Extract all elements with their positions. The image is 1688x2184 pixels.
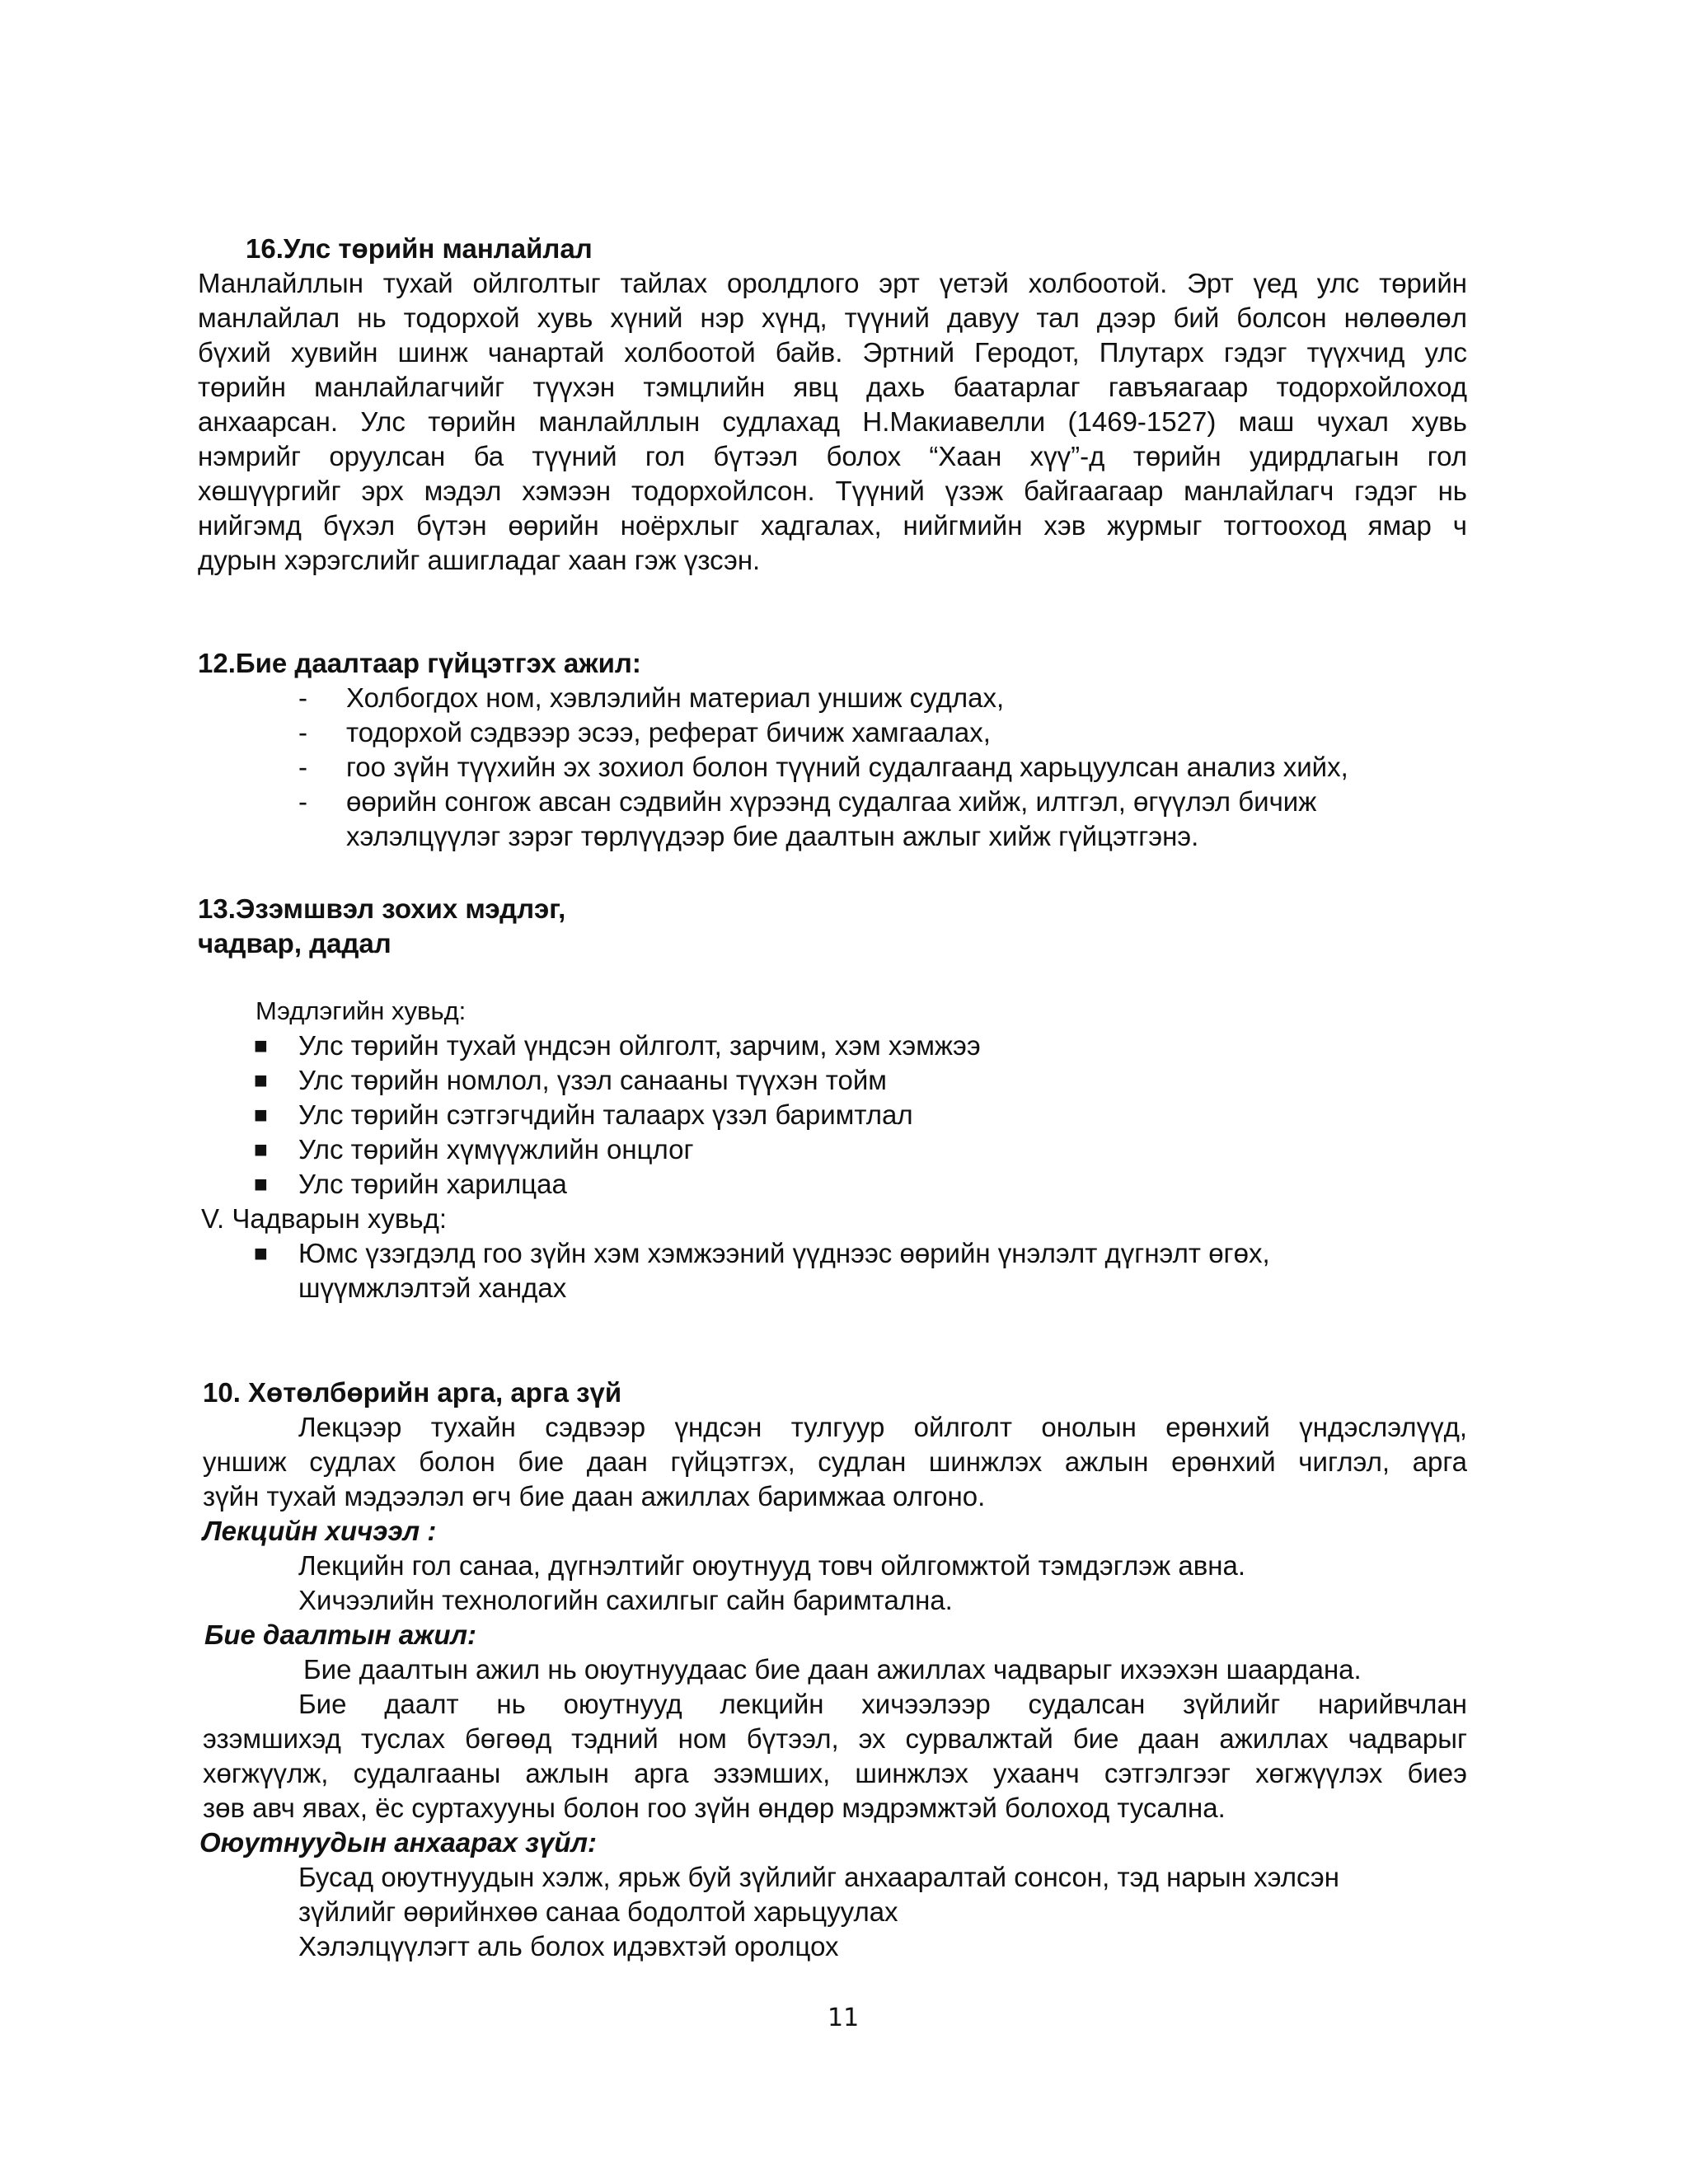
attention-label: Оюутнуудын анхаарах зүйл: [199, 1827, 598, 1858]
attention-line: Бусад оюутнуудын хэлж, ярьж буй зүйлийг анхааралтай сонсон, тэд нарын хэлсэн [298, 1862, 1339, 1892]
dash-marker: - [298, 786, 307, 817]
self-study-line: Бие даалтын ажил нь оюутнуудаас бие даан ажиллах чадварыг ихээхэн шаардана. [303, 1654, 1362, 1685]
paragraph-line: хөгжүүлж, судалгааны ажлын арга эзэмших, шинжлэх ухаанч сэтгэлгээг хөгжүүлэх биеэ [203, 1758, 1467, 1788]
paragraph-line: дурын хэрэгслийг ашигладаг хаан гэж үзсэн. [198, 545, 761, 575]
paragraph-line: зүйн тухай мэдээлэл өгч бие даан ажиллах баримжаа олгоно. [203, 1481, 986, 1511]
paragraph-line: манлайлал нь тодорхой хувь хүний нэр хүнд, түүний давуу тал дээр бий болсон нөлөөлөл [198, 302, 1467, 333]
list-item: өөрийн сонгож авсан сэдвийн хүрээнд судалгаа хийж, илтгэл, өгүүлэл бичиж [346, 786, 1317, 817]
knowledge-item: Улс төрийн номлол, үзэл санааны түүхэн тойм [298, 1065, 887, 1095]
paragraph-line: анхаарсан. Улс төрийн манлайллын судлахад Н.Макиавелли (1469-1527) маш чухал хувь [198, 406, 1467, 437]
knowledge-item: Улс төрийн сэтгэгчдийн талаарх үзэл баримтлал [298, 1099, 913, 1130]
paragraph-line: зөв авч явах, ёс суртахууны болон гоо зүйн өндөр мэдрэмжтэй болоход тусална. [203, 1793, 1226, 1823]
paragraph-line: уншиж судлах болон бие даан гүйцэтгэх, судлан шинжлэх ажлын ерөнхий чиглэл, арга [203, 1446, 1467, 1477]
knowledge-item: Улс төрийн хүмүүжлийн онцлог [298, 1134, 694, 1165]
attention-line: Хэлэлцүүлэгт аль болох идэвхтэй оролцох [298, 1931, 839, 1961]
self-study-label: Бие даалтын ажил: [204, 1619, 477, 1650]
lecture-line: Хичээлийн технологийн сахилгыг сайн баримтална. [298, 1585, 953, 1615]
paragraph-line: Лекцээр тухайн сэдвээр үндсэн тулгуур ойлголт онолын ерөнхий үндэслэлүүд, [298, 1412, 1467, 1442]
bullet-square-icon: ■ [254, 1033, 268, 1058]
attention-line: зүйлийг өөрийнхөө санаа бодолтой харьцуулах [298, 1896, 898, 1927]
knowledge-item: Улс төрийн харилцаа [298, 1169, 567, 1199]
lecture-label: Лекцийн хичээл : [203, 1516, 437, 1546]
section-13-heading-line2: чадвар, дадал [198, 928, 392, 958]
lecture-line: Лекцийн гол санаа, дүгнэлтийг оюутнууд товч ойлгомжтой тэмдэглэж авна. [298, 1550, 1245, 1581]
bullet-square-icon: ■ [254, 1137, 268, 1162]
paragraph-line: бүхий хувийн шинж чанартай холбоотой байв. Эртний Геродот, Плутарх гэдэг түүхчид улс [198, 337, 1467, 368]
paragraph-line: төрийн манлайлагчийг түүхэн тэмцлийн явц дахь баатарлаг гавъяагаар тодорхойлоход [198, 372, 1467, 402]
skills-item: Юмс үзэгдэлд гоо зүйн хэм хэмжээний үүднээс өөрийн үнэлэлт дүгнэлт өгөх, [298, 1238, 1270, 1268]
dash-marker: - [298, 717, 307, 748]
paragraph-line: эзэмшихэд туслах бөгөөд тэдний ном бүтээл, эх сурвалжтай бие даан ажиллах чадварыг [203, 1723, 1467, 1754]
page-number: 11 [828, 2004, 860, 2032]
bullet-square-icon: ■ [254, 1102, 268, 1127]
skills-item-continuation: шүүмжлэлтэй хандах [298, 1272, 567, 1303]
paragraph-line: нэмрийг оруулсан ба түүний гол бүтээл болох “Хаан хүү”-д төрийн удирдлагын гол [198, 441, 1467, 471]
bullet-square-icon: ■ [254, 1067, 268, 1093]
paragraph-line: Бие даалт нь оюутнууд лекцийн хичээлээр судалсан зүйлийг нарийвчлан [298, 1689, 1467, 1719]
paragraph-line: нийгэмд бүхэл бүтэн өөрийн ноёрхлыг хадгалах, нийгмийн хэв журмыг тогтооход ямар ч [198, 510, 1467, 541]
knowledge-item: Улс төрийн тухай үндсэн ойлголт, зарчим, хэм хэмжээ [298, 1030, 981, 1061]
dash-marker: - [298, 752, 307, 782]
skills-label: V. Чадварын хувьд: [201, 1203, 448, 1234]
dash-marker: - [298, 682, 307, 713]
section-10-heading: 10. Хөтөлбөрийн арга, арга зүй [203, 1377, 622, 1408]
list-item: Холбогдох ном, хэвлэлийн материал уншиж судлах, [346, 682, 1005, 713]
bullet-square-icon: ■ [254, 1240, 268, 1266]
paragraph-line: Манлайллын тухай ойлголтыг тайлах оролдлого эрт үетэй холбоотой. Эрт үед улс төрийн [198, 268, 1467, 298]
paragraph-line: хөшүүргийг эрх мэдэл хэмээн тодорхойлсон. Түүний үзэж байгаагаар манлайлагч гэдэг нь [198, 476, 1467, 506]
list-item: тодорхой сэдвээр эсээ, реферат бичиж хамгаалах, [346, 717, 991, 748]
section-13-heading-line1: 13.Эзэмшвэл зохих мэдлэг, [198, 893, 566, 924]
list-item: гоо зүйн түүхийн эх зохиол болон түүний судалгаанд харьцуулсан анализ хийх, [346, 752, 1348, 782]
knowledge-label: Мэдлэгийн хувьд: [256, 996, 467, 1025]
list-item-continuation: хэлэлцүүлэг зэрэг төрлүүдээр бие даалтын ажлыг хийж гүйцэтгэнэ. [346, 821, 1199, 851]
section-12-heading: 12.Бие даалтаар гүйцэтгэх ажил: [198, 648, 641, 678]
section-16-heading: 16.Улс төрийн манлайлал [246, 233, 593, 264]
bullet-square-icon: ■ [254, 1171, 268, 1197]
